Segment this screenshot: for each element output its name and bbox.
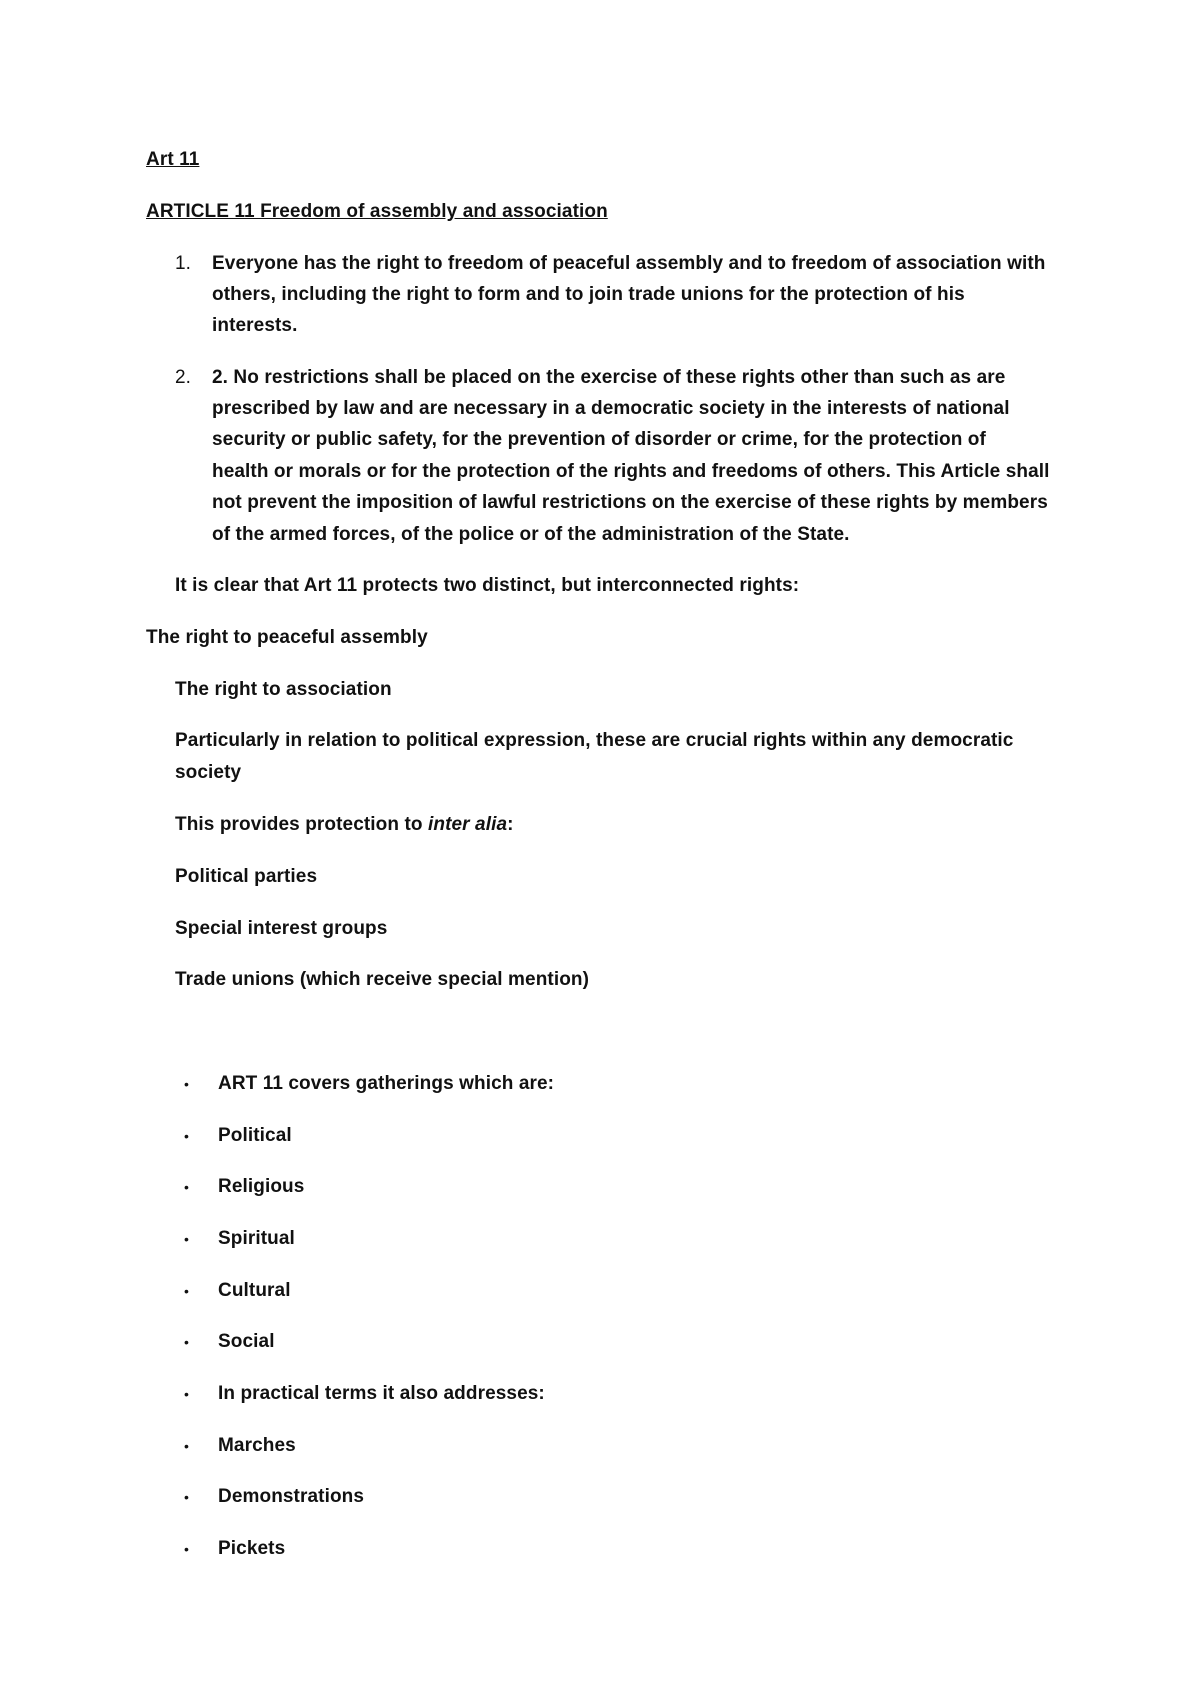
item-line: prescribed by law and are necessary in a democratic society in the interests of national [212,398,1010,419]
right-association: The right to association [175,679,392,700]
bullet-text: Religious [218,1176,305,1197]
bullet-icon: • [184,1334,189,1350]
item-line: others, including the right to form and to join trade unions for the protection of his [212,284,965,305]
bullet-text: Political [218,1125,292,1146]
item-line: not prevent the imposition of lawful restrictions on the exercise of these rights by members [212,492,1048,513]
bullet-icon: • [184,1386,189,1402]
item-line: interests. [212,315,298,336]
provides-text: This provides protection to [175,814,428,835]
provides-colon: : [507,814,514,835]
inter-alia-text: inter alia [427,814,508,835]
bullet-icon: • [184,1489,189,1505]
bullet-icon: • [184,1231,189,1247]
bullet-text: Pickets [218,1538,286,1559]
item-line: of the armed forces, of the police or of the administration of the State. [212,524,850,545]
document-heading: Art 11 [146,149,200,170]
bullet-icon: • [184,1076,189,1092]
bullet-icon: • [184,1128,189,1144]
item-number: 1. [175,253,191,274]
bullet-text: Demonstrations [218,1486,365,1507]
bullet-text: ART 11 covers gatherings which are: [218,1073,555,1094]
item-line: Everyone has the right to freedom of peaceful assembly and to freedom of association with [212,253,1046,274]
bullet-icon: • [184,1438,189,1454]
item-number: 2. [175,367,191,388]
item-line: security or public safety, for the prevention of disorder or crime, for the protection of [212,429,986,450]
bullet-icon: • [184,1541,189,1557]
bullet-icon: • [184,1283,189,1299]
article-title: ARTICLE 11 Freedom of assembly and association [146,201,608,222]
provides-protection [175,813,514,837]
bullet-text: Spiritual [218,1228,295,1249]
intro-text: It is clear that Art 11 protects two distinct, but interconnected rights: [175,575,800,596]
bullet-icon: • [184,1179,189,1195]
protected-item: Special interest groups [175,918,388,939]
particularly-line: Particularly in relation to political expression, these are crucial rights within any democratic [175,730,1014,751]
protected-item: Political parties [175,866,318,887]
bullet-text: Marches [218,1435,296,1456]
bullet-text: Cultural [218,1280,291,1301]
particularly-line: society [175,762,242,783]
item-line: 2. No restrictions shall be placed on the exercise of these rights other than such as are [212,367,1006,388]
bullet-text: Social [218,1331,275,1352]
bullet-text: In practical terms it also addresses: [218,1383,545,1404]
protected-item: Trade unions (which receive special mention) [175,969,590,990]
item-line: health or morals or for the protection of the rights and freedoms of others. This Article shall [212,461,1050,482]
right-assembly: The right to peaceful assembly [146,627,428,648]
